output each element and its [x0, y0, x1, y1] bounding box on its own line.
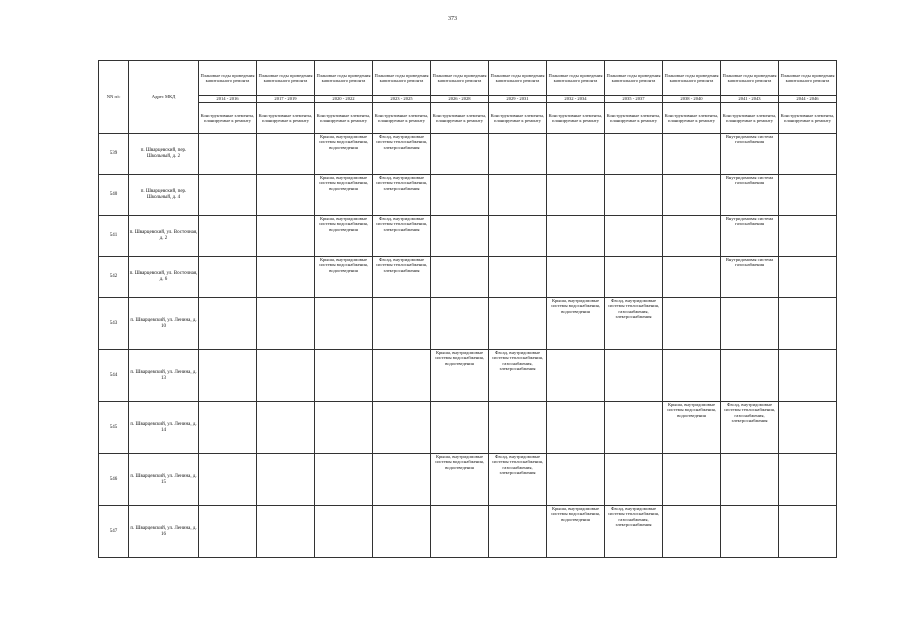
header-planned-years: Плановые годы проведения капитального ремонта	[257, 61, 315, 96]
repair-cell	[257, 298, 315, 350]
row-address: п. Шварцевский, ул. Ленина, д. 13	[129, 350, 199, 402]
row-address: п. Шварцевский, ул. Ленина, д. 14	[129, 402, 199, 454]
repair-cell	[547, 175, 605, 216]
header-planned-years: Плановые годы проведения капитального ремонта	[663, 61, 721, 96]
table-row	[99, 402, 837, 454]
repair-cell	[779, 257, 837, 298]
repair-cell	[257, 350, 315, 402]
header-period: 2026 - 2028	[431, 96, 489, 103]
repair-cell	[199, 350, 257, 402]
row-address: п. Шварцевский, ул. Восточная, д. 2	[129, 216, 199, 257]
header-period: 2017 - 2019	[257, 96, 315, 103]
header-planned-years: Плановые годы проведения капитального ремонта	[547, 61, 605, 96]
header-period: 2032 - 2034	[547, 96, 605, 103]
repair-cell	[489, 216, 547, 257]
repair-cell	[779, 175, 837, 216]
repair-cell: Крыша, внутридомовые системы водоснабжения, водоотведения	[547, 506, 605, 558]
repair-cell	[431, 506, 489, 558]
header-elements: Конструктивные элементы, планируемые к ремонту	[431, 103, 489, 134]
header-elements: Конструктивные элементы, планируемые к ремонту	[605, 103, 663, 134]
repair-cell	[663, 454, 721, 506]
repair-cell	[547, 402, 605, 454]
repair-cell: Крыша, внутридомовые системы водоснабжения, водоотведения	[431, 350, 489, 402]
repair-cell	[547, 454, 605, 506]
header-num: NN п/с	[99, 61, 129, 134]
header-period: 2023 - 2025	[373, 96, 431, 103]
repair-cell: Фасад, внутридомовые системы теплоснабжения, газоснабжения, электроснабжения	[489, 454, 547, 506]
repair-cell	[315, 506, 373, 558]
table-row	[99, 134, 837, 175]
repair-cell	[199, 257, 257, 298]
repair-cell	[605, 216, 663, 257]
repair-cell	[489, 402, 547, 454]
header-elements: Конструктивные элементы, планируемые к ремонту	[663, 103, 721, 134]
header-elements: Конструктивные элементы, планируемые к ремонту	[721, 103, 779, 134]
repair-cell	[431, 257, 489, 298]
header-elements: Конструктивные элементы, планируемые к ремонту	[257, 103, 315, 134]
repair-cell	[547, 134, 605, 175]
repair-cell	[373, 506, 431, 558]
header-elements: Конструктивные элементы, планируемые к ремонту	[373, 103, 431, 134]
repair-cell	[779, 134, 837, 175]
row-number: 545	[99, 402, 129, 454]
repair-cell: Крыша, внутридомовые системы водоснабжения, водоотведения	[315, 134, 373, 175]
header-period: 2020 - 2022	[315, 96, 373, 103]
header-period: 2038 - 2040	[663, 96, 721, 103]
repair-cell	[199, 134, 257, 175]
header-period: 2041 - 2043	[721, 96, 779, 103]
repair-cell	[721, 506, 779, 558]
repair-cell	[605, 257, 663, 298]
repair-cell	[489, 506, 547, 558]
repair-cell	[257, 134, 315, 175]
header-period: 2029 - 2031	[489, 96, 547, 103]
repair-cell	[547, 257, 605, 298]
row-address: п. Шварцевский, ул. Восточная, д. 6	[129, 257, 199, 298]
repair-cell	[779, 402, 837, 454]
repair-cell: Крыша, внутридомовые системы водоснабжения, водоотведения	[315, 257, 373, 298]
repair-cell	[663, 175, 721, 216]
header-period: 2014 - 2016	[199, 96, 257, 103]
repair-cell	[489, 298, 547, 350]
repair-cell	[431, 298, 489, 350]
repair-cell	[257, 216, 315, 257]
repair-cell	[605, 454, 663, 506]
repair-cell: Внутридомовая система газоснабжения	[721, 134, 779, 175]
repair-cell	[431, 216, 489, 257]
header-elements: Конструктивные элементы, планируемые к ремонту	[199, 103, 257, 134]
header-planned-years: Плановые годы проведения капитального ремонта	[721, 61, 779, 96]
repair-cell	[489, 257, 547, 298]
repair-cell	[721, 350, 779, 402]
header-planned-years: Плановые годы проведения капитального ремонта	[605, 61, 663, 96]
table-row	[99, 257, 837, 298]
repair-cell	[663, 134, 721, 175]
repair-cell: Фасад, внутридомовые системы теплоснабжения, газоснабжения, электроснабжения	[721, 402, 779, 454]
repair-cell: Крыша, внутридомовые системы водоснабжения, водоотведения	[431, 454, 489, 506]
repair-cell	[663, 298, 721, 350]
repair-cell	[721, 298, 779, 350]
repair-cell	[373, 350, 431, 402]
repair-cell	[663, 257, 721, 298]
repair-cell	[605, 175, 663, 216]
row-address: п. Шварцевский, пер. Школьный, д. 2	[129, 134, 199, 175]
table-row	[99, 506, 837, 558]
row-address: п. Шварцевский, ул. Ленина, д. 15	[129, 454, 199, 506]
repair-cell	[779, 216, 837, 257]
repair-cell: Фасад, внутридомовые системы теплоснабжения, газоснабжения, электроснабжения	[605, 506, 663, 558]
repair-cell	[199, 216, 257, 257]
repair-cell	[489, 175, 547, 216]
repair-schedule-table	[98, 60, 837, 558]
header-planned-years: Плановые годы проведения капитального ремонта	[199, 61, 257, 96]
repair-cell: Крыша, внутридомовые системы водоснабжения, водоотведения	[663, 402, 721, 454]
repair-cell	[257, 257, 315, 298]
repair-cell	[199, 454, 257, 506]
repair-cell	[779, 350, 837, 402]
table-row	[99, 454, 837, 506]
header-planned-years: Плановые годы проведения капитального ремонта	[373, 61, 431, 96]
header-planned-years: Плановые годы проведения капитального ремонта	[431, 61, 489, 96]
table-row	[99, 216, 837, 257]
repair-cell: Фасад, внутридомовые системы теплоснабжения, электроснабжения	[373, 257, 431, 298]
repair-cell	[315, 350, 373, 402]
row-number: 541	[99, 216, 129, 257]
repair-cell	[721, 454, 779, 506]
repair-cell: Внутридомовая система газоснабжения	[721, 216, 779, 257]
repair-cell: Внутридомовая система газоснабжения	[721, 257, 779, 298]
row-address: п. Шварцевский, пер. Школьный, д. 4	[129, 175, 199, 216]
row-number: 546	[99, 454, 129, 506]
header-address: Адрес МКД	[129, 61, 199, 134]
repair-cell: Крыша, внутридомовые системы водоснабжения, водоотведения	[547, 298, 605, 350]
repair-cell	[315, 454, 373, 506]
row-number: 540	[99, 175, 129, 216]
repair-cell	[663, 506, 721, 558]
repair-cell	[373, 298, 431, 350]
repair-cell	[257, 402, 315, 454]
repair-cell	[431, 134, 489, 175]
repair-cell	[663, 350, 721, 402]
repair-cell	[779, 454, 837, 506]
header-planned-years: Плановые годы проведения капитального ремонта	[779, 61, 837, 96]
row-address: п. Шварцевский, ул. Ленина, д. 10	[129, 298, 199, 350]
table-row	[99, 175, 837, 216]
repair-cell: Внутридомовая система газоснабжения	[721, 175, 779, 216]
repair-cell	[199, 402, 257, 454]
repair-cell	[373, 454, 431, 506]
repair-cell: Фасад, внутридомовые системы теплоснабжения, электроснабжения	[373, 134, 431, 175]
header-planned-years: Плановые годы проведения капитального ремонта	[489, 61, 547, 96]
header-period: 2035 - 2037	[605, 96, 663, 103]
header-elements: Конструктивные элементы, планируемые к ремонту	[779, 103, 837, 134]
repair-cell	[315, 298, 373, 350]
repair-cell	[431, 402, 489, 454]
repair-cell	[199, 175, 257, 216]
table-row	[99, 298, 837, 350]
repair-cell	[431, 175, 489, 216]
repair-cell: Крыша, внутридомовые системы водоснабжения, водоотведения	[315, 216, 373, 257]
repair-cell	[489, 134, 547, 175]
repair-cell	[547, 350, 605, 402]
repair-cell: Фасад, внутридомовые системы теплоснабжения, электроснабжения	[373, 216, 431, 257]
page-number: 373	[448, 16, 457, 22]
repair-cell	[663, 216, 721, 257]
repair-cell	[605, 350, 663, 402]
repair-cell	[199, 298, 257, 350]
repair-cell: Фасад, внутридомовые системы теплоснабжения, газоснабжения, электроснабжения	[489, 350, 547, 402]
header-elements: Конструктивные элементы, планируемые к ремонту	[489, 103, 547, 134]
repair-cell	[779, 506, 837, 558]
repair-cell	[373, 402, 431, 454]
row-number: 544	[99, 350, 129, 402]
row-address: п. Шварцевский, ул. Ленина, д. 16	[129, 506, 199, 558]
repair-cell	[199, 506, 257, 558]
header-planned-years: Плановые годы проведения капитального ремонта	[315, 61, 373, 96]
repair-cell	[257, 175, 315, 216]
header-period: 2044 - 2046	[779, 96, 837, 103]
row-number: 543	[99, 298, 129, 350]
row-number: 542	[99, 257, 129, 298]
header-elements: Конструктивные элементы, планируемые к ремонту	[315, 103, 373, 134]
row-number: 539	[99, 134, 129, 175]
repair-cell: Фасад, внутридомовые системы теплоснабжения, газоснабжения, электроснабжения	[605, 298, 663, 350]
repair-cell	[605, 402, 663, 454]
repair-cell	[315, 402, 373, 454]
header-elements: Конструктивные элементы, планируемые к ремонту	[547, 103, 605, 134]
repair-cell	[779, 298, 837, 350]
repair-cell	[547, 216, 605, 257]
table-row	[99, 350, 837, 402]
repair-cell	[257, 506, 315, 558]
repair-cell	[605, 134, 663, 175]
repair-cell	[257, 454, 315, 506]
repair-cell: Фасад, внутридомовые системы теплоснабжения, электроснабжения	[373, 175, 431, 216]
repair-cell: Крыша, внутридомовые системы водоснабжения, водоотведения	[315, 175, 373, 216]
row-number: 547	[99, 506, 129, 558]
